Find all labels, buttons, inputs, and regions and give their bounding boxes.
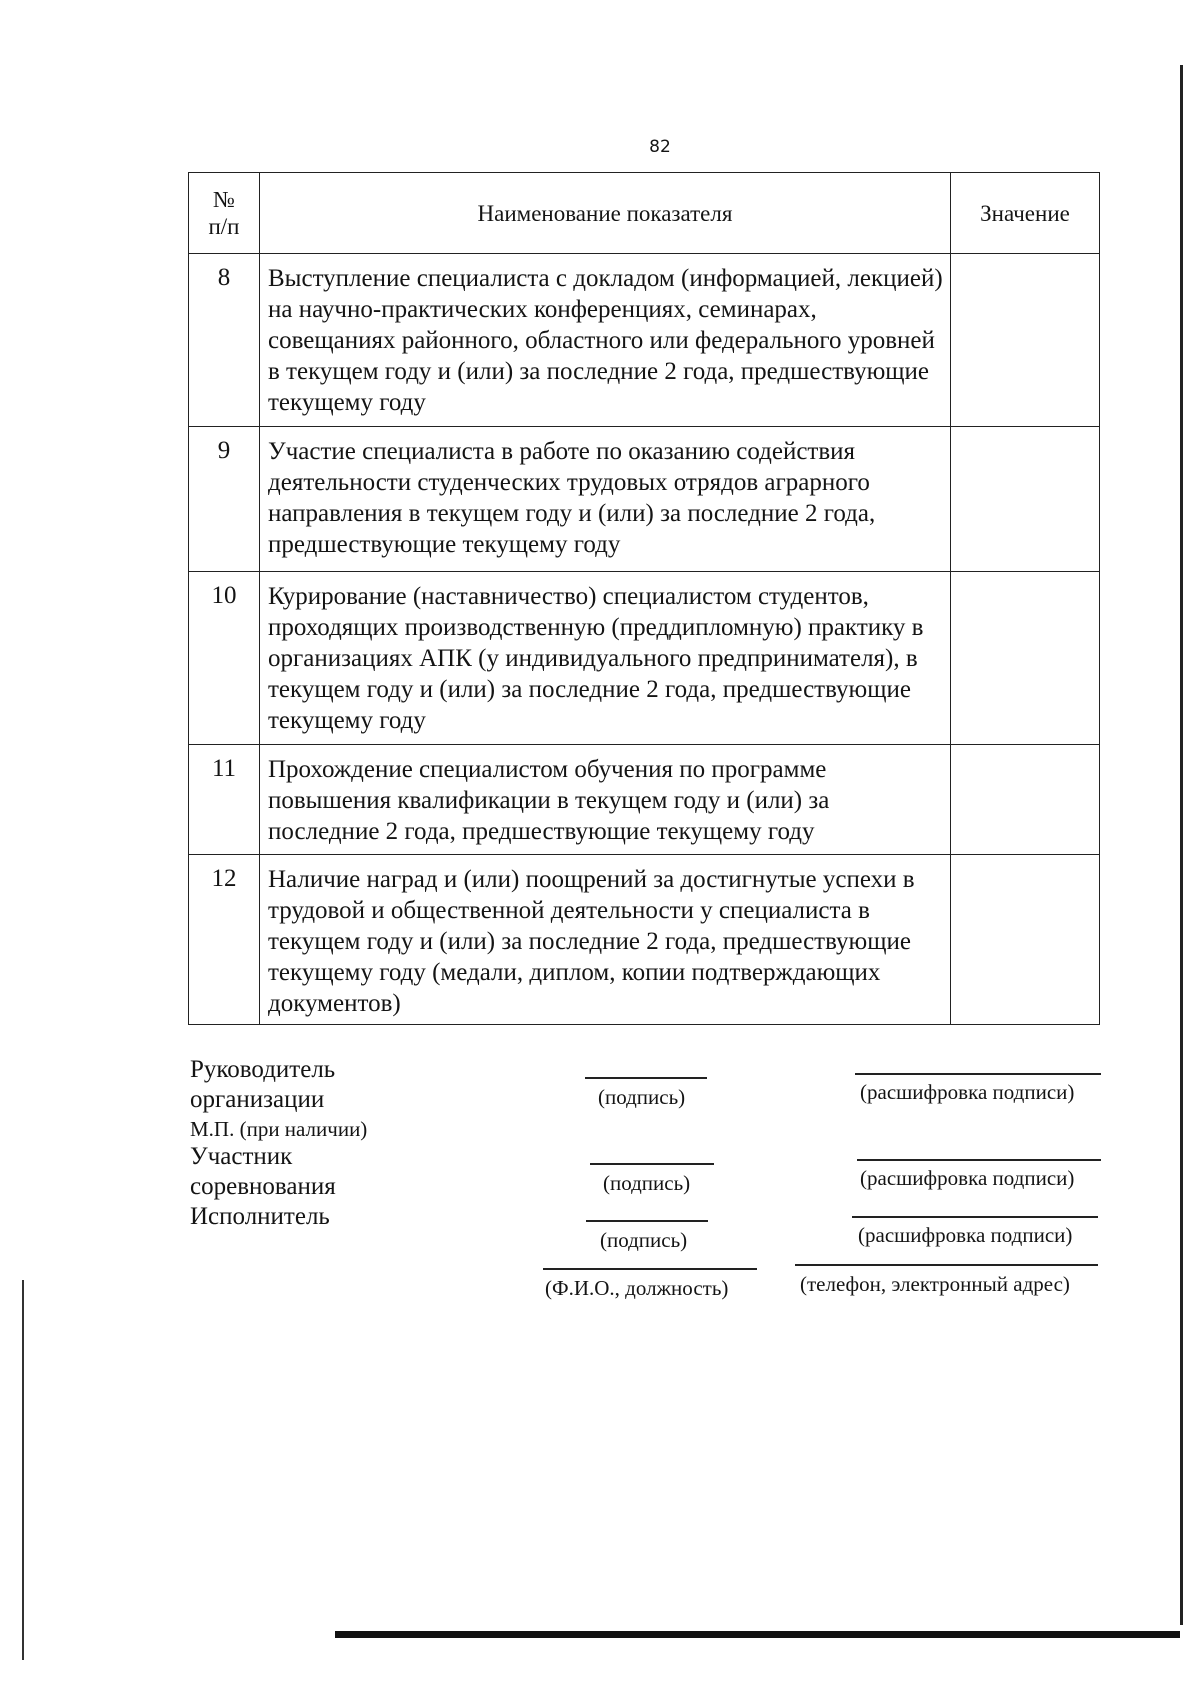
contact-line [795, 1264, 1098, 1266]
row-indicator: Прохождение специалистом обучения по программе повышения квалификации в текущем году и (или) за последние 2 года, предшествующие текущему году [260, 745, 951, 855]
row-value [951, 572, 1100, 745]
row-number: 8 [189, 254, 260, 427]
row-number: 10 [189, 572, 260, 745]
row-number: 11 [189, 745, 260, 855]
signature-caption: (подпись) [598, 1085, 686, 1109]
scan-edge-bottom [335, 1631, 1180, 1638]
header-value: Значение [951, 173, 1100, 254]
head-label-line2: организации [190, 1086, 325, 1113]
header-number-abbr: п/п [208, 214, 240, 239]
decoding-line [852, 1216, 1098, 1218]
row-value [951, 745, 1100, 855]
seal-note: М.П. (при наличии) [190, 1117, 368, 1141]
table-row [189, 572, 1100, 745]
indicators-table [188, 172, 1100, 1025]
participant-label-line2: соревнования [190, 1173, 336, 1200]
page-number: 82 [649, 137, 671, 157]
row-value [951, 855, 1100, 1025]
decoding-caption: (расшифровка подписи) [860, 1080, 1075, 1104]
row-number: 12 [189, 855, 260, 1025]
header-name: Наименование показателя [260, 173, 951, 254]
decoding-caption: (расшифровка подписи) [858, 1223, 1073, 1247]
table-row [189, 427, 1100, 572]
head-label-line1: Руководитель [190, 1056, 336, 1083]
decoding-line [857, 1159, 1101, 1161]
row-indicator: Наличие наград и (или) поощрений за достигнутые успехи в трудовой и общественной деятельности у специалиста в текущем году и (или) за последние 2 года, предшествующие текущему году (медали, диплом, копии подтверждающих документов) [260, 855, 951, 1025]
fio-caption: (Ф.И.О., должность) [545, 1276, 729, 1300]
signature-caption: (подпись) [603, 1171, 691, 1195]
header-number [189, 173, 260, 254]
fio-line [543, 1268, 757, 1270]
row-indicator: Выступление специалиста с докладом (информацией, лекцией) на научно-практических конференциях, семинарах, совещаниях районного, областного или федерального уровней в текущем году и (или) за последние 2 года, предшествующие текущему году [260, 254, 951, 427]
table-row [189, 855, 1100, 1025]
decoding-caption: (расшифровка подписи) [860, 1166, 1075, 1190]
signature-line [585, 1077, 707, 1079]
decoding-line [855, 1073, 1101, 1075]
scan-edge-right [1180, 65, 1183, 1625]
table-row [189, 254, 1100, 427]
participant-label-line1: Участник [190, 1143, 293, 1170]
table-header-row [189, 173, 1100, 254]
row-indicator: Курирование (наставничество) специалистом студентов, проходящих производственную (преддипломную) практику в организациях АПК (у индивидуального предпринимателя), в текущем году и (или) за последние 2 года, предшествующие текущему году [260, 572, 951, 745]
row-indicator: Участие специалиста в работе по оказанию содействия деятельности студенческих трудовых отрядов аграрного направления в текущем году и (или) за последние 2 года, предшествующие текущему году [260, 427, 951, 572]
row-number: 9 [189, 427, 260, 572]
signature-caption: (подпись) [600, 1228, 688, 1252]
table-row [189, 745, 1100, 855]
header-number-sign: № [213, 187, 235, 212]
executor-label: Исполнитель [190, 1203, 330, 1230]
signature-line [586, 1220, 708, 1222]
signature-line [590, 1163, 714, 1165]
scan-edge-left [22, 1280, 24, 1660]
row-value [951, 254, 1100, 427]
row-value [951, 427, 1100, 572]
contact-caption: (телефон, электронный адрес) [800, 1272, 1070, 1296]
